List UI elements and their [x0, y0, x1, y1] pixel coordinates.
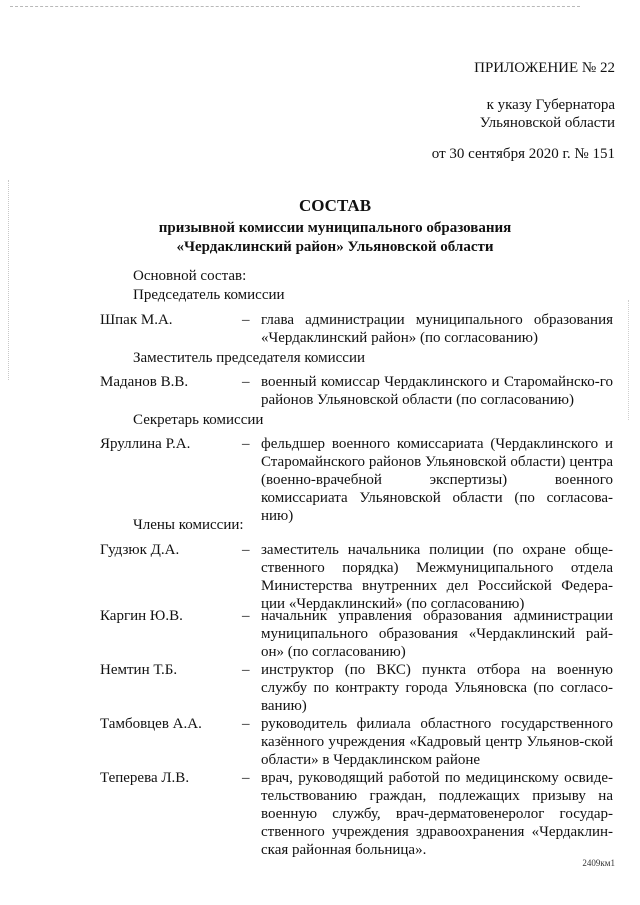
dash-separator: –	[242, 312, 250, 328]
member-position: глава администрации муниципального образования «Чердаклинский район» (по согласованию)	[261, 312, 613, 346]
member-name: Яруллина Р.А.	[100, 436, 191, 452]
dash-separator: –	[242, 770, 250, 786]
dash-separator: –	[242, 374, 250, 390]
member-position: военный комиссар Чердаклинского и Старомайнско-го районов Ульяновской области (по согласованию)	[261, 374, 613, 408]
dash-separator: –	[242, 662, 250, 678]
dash-separator: –	[242, 436, 250, 452]
member-name: Гудзюк Д.А.	[100, 542, 180, 558]
title-main: СОСТАВ	[298, 196, 372, 215]
scan-edge-top	[10, 6, 580, 7]
title-line-1: призывной комиссии муниципального образования	[158, 220, 512, 236]
member-name: Шпак М.А.	[100, 312, 173, 328]
section-secretary: Секретарь комиссии	[133, 412, 264, 428]
document-code: 2409км1	[582, 858, 615, 868]
section-chairman: Председатель комиссии	[133, 287, 285, 303]
member-name: Маданов В.В.	[100, 374, 189, 390]
member-position: руководитель филиала областного государственного казённого учреждения «Кадровый центр Ульянов-ской области» в Чердаклинском районе	[261, 716, 613, 768]
member-position: врач, руководящий работой по медицинскому освиде-тельствованию граждан, подлежащих призыву на военную службу, врач-дерматовенеролог государ-ственного учреждения здравоохранения «Чердаклин-ская районная больница».	[261, 770, 613, 858]
member-name: Немтин Т.Б.	[100, 662, 178, 678]
section-main-staff: Основной состав:	[133, 268, 247, 284]
scan-edge-left	[8, 180, 9, 380]
dash-separator: –	[242, 608, 250, 624]
title-line-2: «Чердаклинский район» Ульяновской области	[176, 239, 494, 255]
member-name: Тамбовцев А.А.	[100, 716, 202, 732]
member-name: Теперева Л.В.	[100, 770, 190, 786]
appendix-number: ПРИЛОЖЕНИЕ № 22	[474, 60, 615, 76]
decree-line-1: к указу Губернатора	[486, 97, 615, 113]
section-members: Члены комиссии:	[133, 517, 244, 533]
member-position: инструктор (по ВКС) пункта отбора на военную службу по контракту города Ульяновска (по согласо-ванию)	[261, 662, 613, 714]
dash-separator: –	[242, 716, 250, 732]
dash-separator: –	[242, 542, 250, 558]
member-position: заместитель начальника полиции (по охране обще-ственного порядка) Межмуниципального отдела Министерства внутренних дел Российской Федера-ции «Чердаклинский» (по согласованию)	[261, 542, 613, 612]
decree-reference	[400, 96, 615, 132]
section-deputy: Заместитель председателя комиссии	[133, 350, 366, 366]
decree-date: от 30 сентября 2020 г. № 151	[431, 146, 615, 162]
member-name: Каргин Ю.В.	[100, 608, 183, 624]
document-title	[100, 196, 570, 257]
decree-line-2: Ульяновской области	[479, 115, 615, 131]
member-position: начальник управления образования администрации муниципального образования «Чердаклинский рай-он» (по согласованию)	[261, 608, 613, 660]
member-position: фельдшер военного комиссариата (Чердаклинского и Старомайнского районов Ульяновской области) центра (военно-врачебной экспертизы) военного комиссариата Ульяновской области (по согласова-нию)	[261, 436, 613, 524]
scan-edge-right	[628, 300, 629, 420]
